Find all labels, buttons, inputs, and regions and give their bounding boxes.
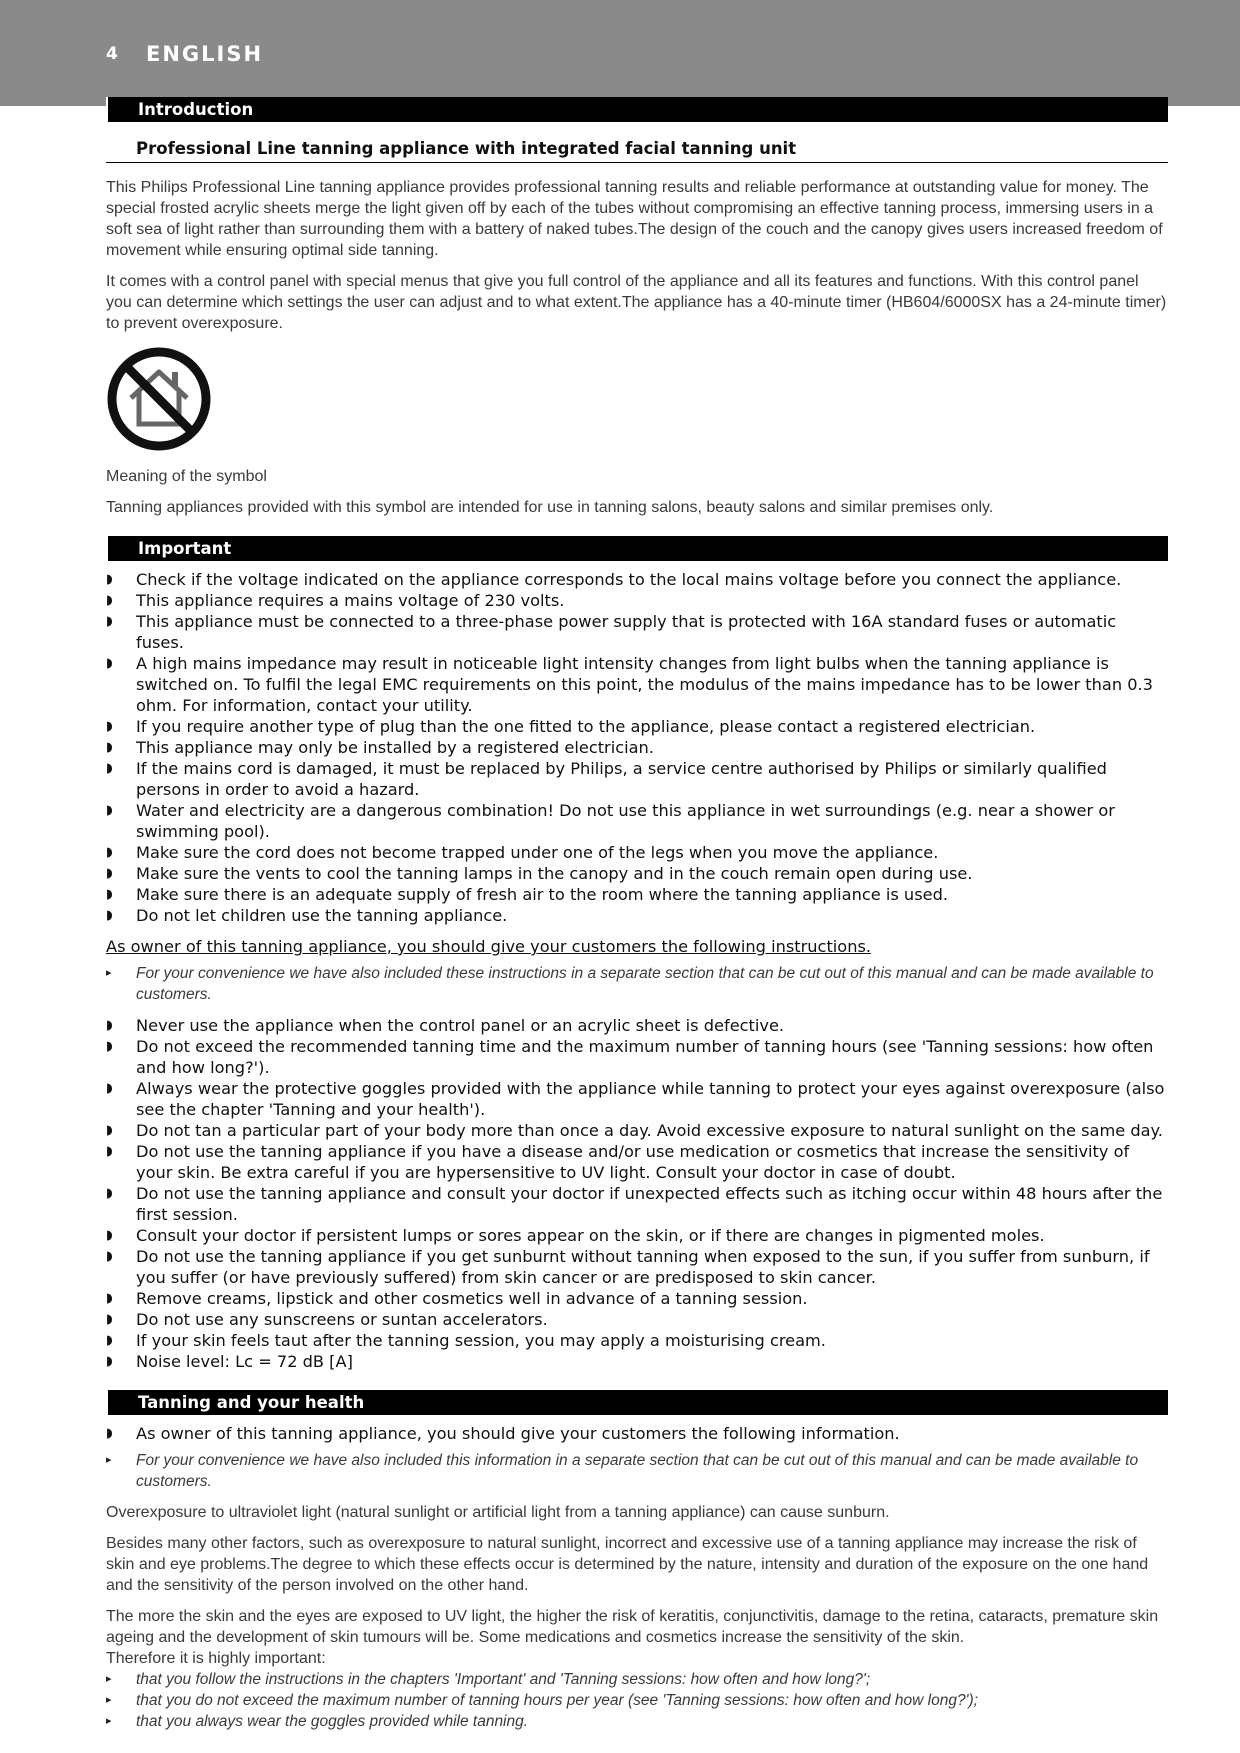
list-item: ◗ Do not use the tanning appliance and consult your doctor if unexpected effects such as itching occur within 48 hours after the first session. — [106, 1183, 1168, 1225]
salon-only-symbol-icon — [106, 346, 212, 452]
list-item: ◗ If the mains cord is damaged, it must be replaced by Philips, a service centre authorised by Philips or similarly qualified persons in order to avoid a hazard. — [106, 758, 1168, 800]
page-content — [106, 97, 1168, 1732]
list-item: ◗ As owner of this tanning appliance, you should give your customers the following information. — [106, 1423, 1168, 1444]
list-item: ◗ Always wear the protective goggles provided with the appliance while tanning to protect your eyes against overexposure (also see the chapter 'Tanning and your health'). — [106, 1078, 1168, 1120]
health-list — [106, 1423, 1168, 1444]
subheading-product: Professional Line tanning appliance with integrated facial tanning unit — [106, 139, 1168, 163]
list-item: ◗ Do not use the tanning appliance if you have a disease and/or use medication or cosmetics that increase the sensitivity of your skin. Be extra careful if you are hypersensitive to UV light. Consult your doctor in case of doubt. — [106, 1141, 1168, 1183]
list-item: ◗ This appliance must be connected to a three-phase power supply that is protected with 16A standard fuses or automatic fuses. — [106, 611, 1168, 653]
health-note-list — [106, 1450, 1168, 1492]
intro-paragraph-2: It comes with a control panel with special menus that give you full control of the appliance and all its features and functions. With this control panel you can determine which settings the user can adjust and to what extent.The appliance has a 40-minute timer (HB604/6000SX has a 24-minute timer) to prevent overexposure. — [106, 273, 1167, 332]
list-item: ◗ Consult your doctor if persistent lumps or sores appear on the skin, or if there are changes in pigmented moles. — [106, 1225, 1168, 1246]
note-item: ▸ For your convenience we have also included this information in a separate section that can be cut out of this manual and can be made available to customers. — [106, 1450, 1168, 1492]
list-item: ◗ Noise level: Lc = 72 dB [A] — [106, 1351, 1168, 1372]
health-musts-list — [106, 1669, 1168, 1732]
list-item: ◗ Do not exceed the recommended tanning time and the maximum number of tanning hours (see 'Tanning sessions: how often and how long?'). — [106, 1036, 1168, 1078]
list-item: ◗ If your skin feels taut after the tanning session, you may apply a moisturising cream. — [106, 1330, 1168, 1351]
important-list — [106, 569, 1168, 926]
list-item: ◗ Do not use the tanning appliance if you get sunburnt without tanning when exposed to the sun, if you suffer from sunburn, if you suffer (or have previously suffered) from skin cancer or are predisposed to skin cancer. — [106, 1246, 1168, 1288]
list-item: ◗ Remove creams, lipstick and other cosmetics well in advance of a tanning session. — [106, 1288, 1168, 1309]
list-item: ◗ If you require another type of plug than the one fitted to the appliance, please contact a registered electrician. — [106, 716, 1168, 737]
list-item: ◗ Make sure the cord does not become trapped under one of the legs when you move the appliance. — [106, 842, 1168, 863]
health-paragraph-1: Overexposure to ultraviolet light (natural sunlight or artificial light from a tanning appliance) can cause sunburn. — [106, 1504, 890, 1521]
health-paragraph-2: Besides many other factors, such as overexposure to natural sunlight, incorrect and excessive use of a tanning appliance may increase the risk of skin and eye problems.The degree to which these effects occur is determined by the nature, intensity and duration of the exposure on the one hand and the sensitivity of the person involved on the other hand. — [106, 1535, 1149, 1594]
list-item: ◗ Water and electricity are a dangerous combination! Do not use this appliance in wet surroundings (e.g. near a shower or swimming pool). — [106, 800, 1168, 842]
list-item: ◗ Never use the appliance when the control panel or an acrylic sheet is defective. — [106, 1015, 1168, 1036]
list-item: ◗ This appliance may only be installed by a registered electrician. — [106, 737, 1168, 758]
list-item: ◗ Do not use any sunscreens or suntan accelerators. — [106, 1309, 1168, 1330]
note-item: ▸ that you do not exceed the maximum number of tanning hours per year (see 'Tanning sessions: how often and how long?'); — [106, 1690, 1168, 1711]
list-item: ◗ Do not let children use the tanning appliance. — [106, 905, 1168, 926]
language-heading: ENGLISH — [146, 42, 264, 66]
intro-paragraph-1: This Philips Professional Line tanning appliance provides professional tanning results and reliable performance at outstanding value for money. The special frosted acrylic sheets merge the light given off by each of the tubes without compromising an effective tanning process, immersing users in a soft sea of light rather than surrounding them with a battery of naked tubes.The design of the couch and the canopy gives users increased freedom of movement while ensuring optimal side tanning. — [106, 179, 1163, 259]
symbol-description: Tanning appliances provided with this symbol are intended for use in tanning salons, beauty salons and similar premises only. — [106, 499, 994, 516]
page-number: 4 — [106, 44, 118, 64]
section-title-introduction: Introduction — [106, 97, 1168, 122]
list-item: ◗ A high mains impedance may result in noticeable light intensity changes from light bulbs when the tanning appliance is switched on. To fulfil the legal EMC requirements on this point, the modulus of the mains impedance has to be lower than 0.3 ohm. For information, contact your utility. — [106, 653, 1168, 716]
owner-instructions-line: As owner of this tanning appliance, you should give your customers the following instructions. — [106, 937, 872, 956]
symbol-caption: Meaning of the symbol — [106, 468, 267, 485]
note-item: ▸ that you always wear the goggles provided while tanning. — [106, 1711, 1168, 1732]
note-item: ▸ For your convenience we have also included these instructions in a separate section that can be cut out of this manual and can be made available to customers. — [106, 963, 1168, 1005]
list-item: ◗ Make sure there is an adequate supply of fresh air to the room where the tanning appliance is used. — [106, 884, 1168, 905]
important-note-list — [106, 963, 1168, 1005]
customer-instructions-list — [106, 1015, 1168, 1372]
page-header-band — [0, 0, 1240, 106]
health-paragraph-4: Therefore it is highly important: — [106, 1650, 326, 1667]
section-title-health: Tanning and your health — [106, 1390, 1168, 1415]
section-title-important: Important — [106, 536, 1168, 561]
list-item: ◗ Check if the voltage indicated on the appliance corresponds to the local mains voltage before you connect the appliance. — [106, 569, 1168, 590]
health-paragraph-3: The more the skin and the eyes are exposed to UV light, the higher the risk of keratitis, conjunctivitis, damage to the retina, cataracts, premature skin ageing and the development of skin tumours will be. Some medications and cosmetics increase the sensitivity of the skin. — [106, 1608, 1159, 1646]
list-item: ◗ Make sure the vents to cool the tanning lamps in the canopy and in the couch remain open during use. — [106, 863, 1168, 884]
list-item: ◗ Do not tan a particular part of your body more than once a day. Avoid excessive exposure to natural sunlight on the same day. — [106, 1120, 1168, 1141]
list-item: ◗ This appliance requires a mains voltage of 230 volts. — [106, 590, 1168, 611]
note-item: ▸ that you follow the instructions in the chapters 'Important' and 'Tanning sessions: how often and how long?'; — [106, 1669, 1168, 1690]
